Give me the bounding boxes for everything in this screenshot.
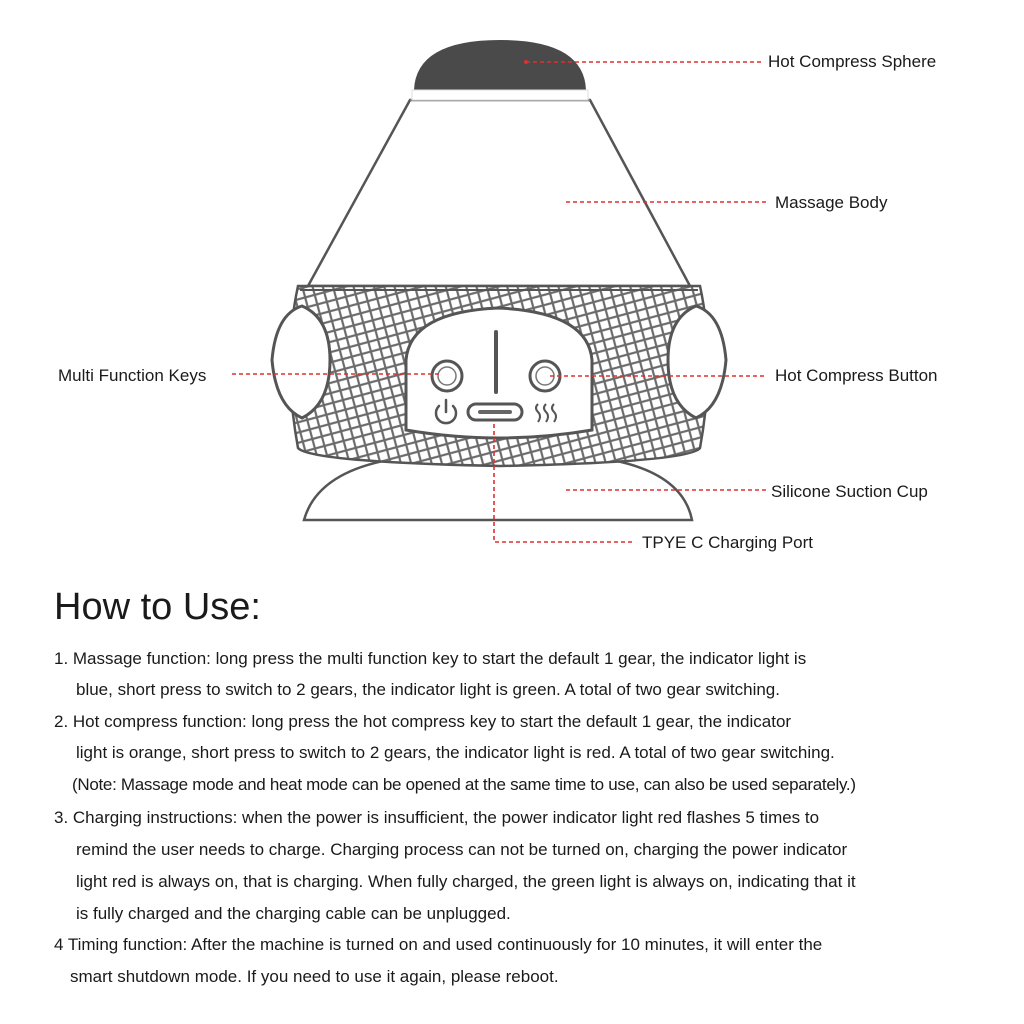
instruction-line: light is orange, short press to switch to 2 gears, the indicator light is red. A total of two gear switching. (76, 743, 835, 762)
instruction-line: blue, short press to switch to 2 gears, the indicator light is green. A total of two gear switching. (76, 680, 780, 699)
label-massage-body: Massage Body (775, 193, 888, 212)
instruction-line: 3. Charging instructions: when the power is insufficient, the power indicator light red flashes 5 times to (54, 808, 820, 827)
instruction-note: (Note: Massage mode and heat mode can be opened at the same time to use, can also be used separately.) (72, 775, 856, 794)
label-hot-compress-button: Hot Compress Button (775, 366, 938, 385)
label-charging-port: TPYE C Charging Port (642, 533, 814, 552)
instruction-line: 4 Timing function: After the machine is turned on and used continuously for 10 minutes, it will enter the (54, 935, 823, 954)
label-silicone-suction-cup: Silicone Suction Cup (771, 482, 928, 501)
label-multi-function-keys: Multi Function Keys (58, 366, 207, 385)
instruction-line: 1. Massage function: long press the multi function key to start the default 1 gear, the indicator light is (54, 649, 807, 668)
instruction-line: remind the user needs to charge. Charging process can not be turned on, charging the power indicator (76, 840, 848, 859)
instruction-line: smart shutdown mode. If you need to use it again, please reboot. (70, 967, 559, 986)
silicone-suction-cup (304, 458, 692, 520)
how-to-use-title: How to Use: (54, 586, 261, 628)
instruction-line: 2. Hot compress function: long press the hot compress key to start the default 1 gear, the indicator (54, 712, 792, 731)
massage-body (308, 100, 690, 286)
instruction-line: light red is always on, that is charging. When fully charged, the green light is always on, indicating that it (76, 872, 856, 891)
label-hot-compress-sphere: Hot Compress Sphere (768, 52, 937, 71)
hot-compress-sphere (414, 40, 586, 90)
instruction-line: is fully charged and the charging cable can be unplugged. (76, 904, 511, 923)
